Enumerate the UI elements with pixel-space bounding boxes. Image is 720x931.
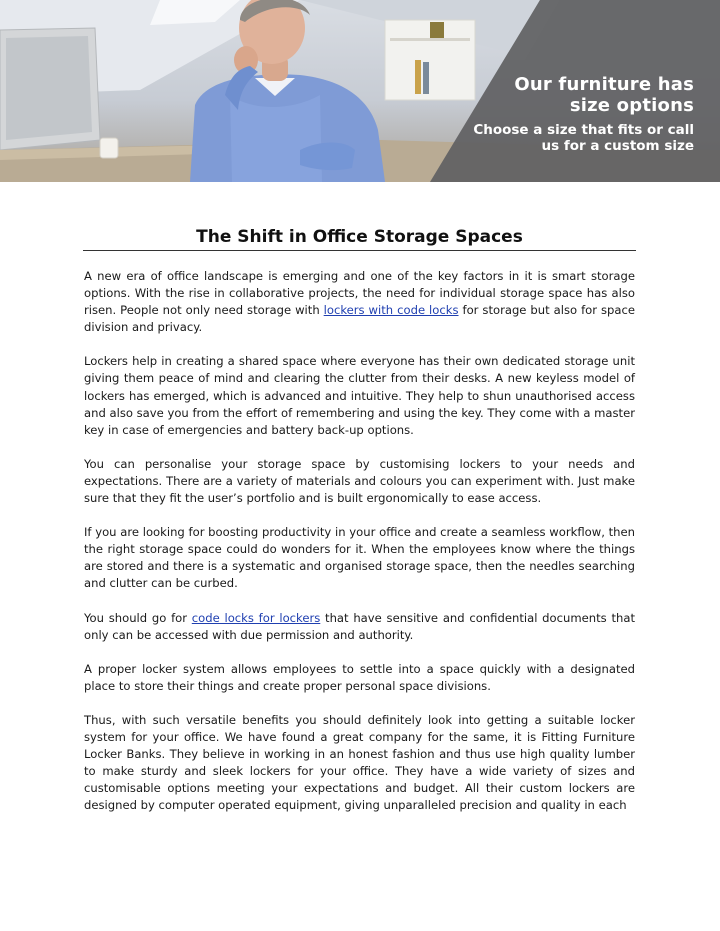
paragraph-text: You should go for xyxy=(84,610,192,625)
code-locks-for-lockers-link[interactable]: code locks for lockers xyxy=(191,610,321,625)
banner-text xyxy=(473,74,694,154)
paragraph: If you are looking for boosting productivity in your office and create a seamless workflow, then the right storage space could do wonders for it. When the employees know where the things are stored and there is a systematic and organised storage space, then the needles searching and clutter can be curbed. xyxy=(84,525,635,591)
paragraph: Thus, with such versatile benefits you should definitely look into getting a suitable locker system for your office. We have found a great company for the same, it is Fitting Furniture Locker Banks. They believe in working in an honest fashion and thus use high quality lumber to make sturdy and sleek lockers for your office. They have a wide variety of sizes and customisable options meeting your expectations and budget. All their custom lockers are designed by computer operated equipment, giving unparalleled precision and quality in each xyxy=(84,712,635,813)
lockers-with-code-locks-link[interactable]: lockers with code locks xyxy=(323,303,459,318)
paragraph-text: that have sensitive and confidential documents that only can be accessed with due permission and authority. xyxy=(84,610,635,642)
banner-headline: Our furniture has size options xyxy=(514,74,694,116)
hero-banner xyxy=(0,0,720,182)
paragraph xyxy=(84,610,635,644)
paragraph-text: for storage but also for space division and privacy. xyxy=(84,303,635,335)
banner-subline: Choose a size that fits or call us for a custom size xyxy=(473,122,694,154)
paragraph-text: A new era of office landscape is emerging and one of the key factors in it is smart storage options. With the rise in collaborative projects, the need for individual storage space has also risen. People not only need storage with xyxy=(84,269,635,318)
article-title: The Shift in Office Storage Spaces xyxy=(83,226,636,251)
paragraph xyxy=(84,268,635,336)
paragraph: You can personalise your storage space by customising lockers to your needs and expectations. There are a variety of materials and colours you can experiment with. Just make sure that they fit the user’s portfolio and is built ergonomically to ease access. xyxy=(84,456,635,506)
paragraph: A proper locker system allows employees to settle into a space quickly with a designated place to store their things and create proper personal space divisions. xyxy=(84,661,635,693)
article-body xyxy=(84,268,635,831)
paragraph: Lockers help in creating a shared space where everyone has their own dedicated storage unit giving them peace of mind and clearing the clutter from their desks. A new keyless model of lockers has emerged, which is advanced and intuitive. They help to shun unauthorised access and also save you from the effort of remembering and using the key. They come with a master key in case of emergencies and battery back-up options. xyxy=(84,354,636,437)
